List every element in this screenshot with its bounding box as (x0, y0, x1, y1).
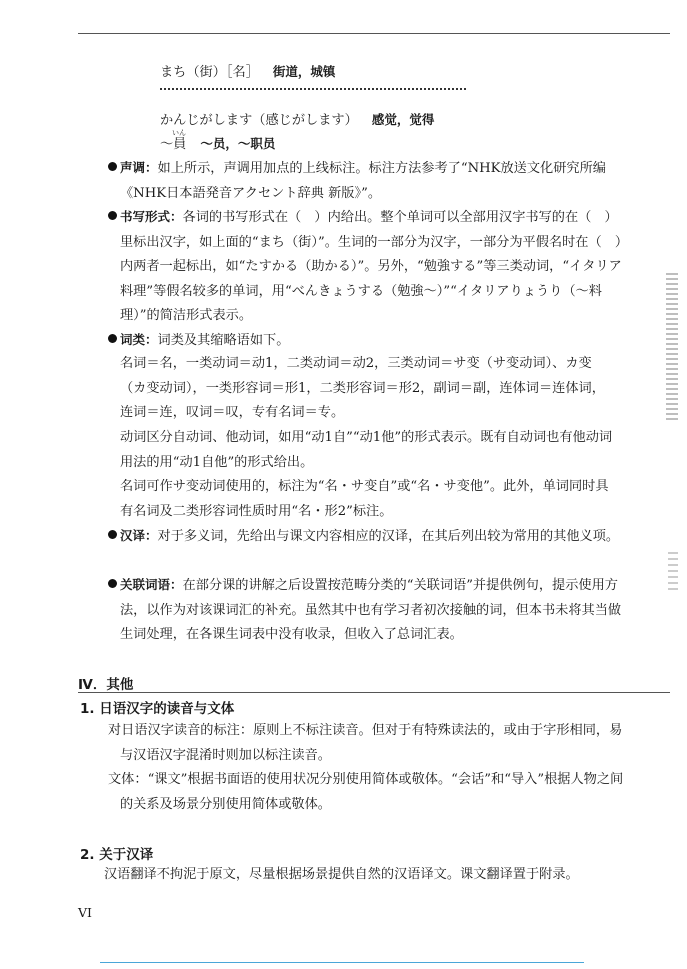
example-jp: かんじがします（感じがします） (160, 113, 358, 128)
bullet-icon (108, 530, 117, 539)
pos-paragraph: 名词可作サ变动词使用的，标注为“名・サ变自”或“名・サ变他”。此外，单词同时具有名词及二类形容词性质时用“名・形2”标注。 (120, 479, 609, 519)
section-rule (78, 692, 670, 693)
bullet-label: 文体： (108, 772, 148, 787)
bullet-label: 书写形式： (120, 209, 183, 224)
bullet-label: 声调： (120, 160, 158, 175)
bullet-text: 各词的书写形式在（ ）内给出。整个单词可以全部用汉字书写的在（ ）里标出汉字，如上面的“まち（街）”。生词的一部分为汉字，一部分为平假名时在（ ）内两者一起标出，如“たすかる（助かる）”。另外，“勉強する”等三类动词，“イタリア料理”等假名较多的单词，用“べんきょうする（勉強～）”“イタリアりょうり（～料理）”的简洁形式表示。 (120, 210, 622, 323)
bullet-icon (108, 334, 117, 343)
bullet-label: 对日语汉字读音的标注： (108, 723, 254, 738)
bullet-label: 关联词语： (120, 577, 183, 592)
bullet-tone (108, 156, 626, 206)
bullet-icon (108, 162, 117, 171)
example-entry-2 (160, 108, 434, 134)
bullet-text: 词类及其缩略语如下。 (157, 333, 290, 348)
bullet-text: “课文”根据书面语的使用状况分别使用简体或敬体。“会话”和“导入”根据人物之间的关系及场景分别使用简体或敬体。 (120, 772, 624, 812)
pos-paragraph: 动词区分自动词、他动词，如用“动1自”“动1他”的形式表示。既有自动词也有他动词用法的用“动1自他”的形式给出。 (120, 430, 613, 470)
subsection-title: 2. 关于汉译 (80, 847, 154, 863)
top-rule (78, 33, 670, 34)
bottom-rule (100, 962, 584, 963)
example-cn: ～员，～职员 (200, 136, 276, 151)
example-cn: 街道，城镇 (272, 64, 336, 79)
bullet-style (108, 768, 626, 817)
bullet-related-words (108, 573, 626, 648)
bullet-text: 如上所示，声调用加点的上线标注。标注方法参考了“NHK放送文化研究所编《NHK日本語発音アクセント辞典 新版》”。 (120, 161, 606, 201)
dotted-separator (160, 88, 466, 90)
ruby-reading: いん (172, 129, 186, 137)
bullet-pos (108, 328, 626, 354)
page-number: VI (78, 905, 92, 920)
section-title: Ⅳ．其他 (78, 677, 134, 693)
example-entry-1 (160, 60, 335, 86)
scan-edge-mark (668, 550, 678, 590)
scan-edge-mark (666, 270, 678, 420)
bullet-icon (108, 211, 117, 220)
bullet-writing-form (108, 205, 626, 329)
bullet-text: 对于多义词，先给出与课文内容相应的汉译，在其后列出较为常用的其他义项。 (157, 529, 620, 544)
subsection-title: 1. 日语汉字的读音与文体 (80, 701, 235, 717)
example-jp: ～員 (160, 137, 187, 152)
bullet-translation (108, 524, 626, 550)
bullet-text: 原则上不标注读音。但对于有特殊读法的，或由于字形相同，易与汉语汉字混淆时则加以标注读音。 (120, 723, 623, 763)
translation-paragraph: 汉语翻译不拘泥于原文，尽量根据场景提供自然的汉语译文。课文翻译置于附录。 (104, 867, 579, 882)
bullet-kanji-reading (108, 719, 626, 768)
example-entry-3 (160, 132, 275, 158)
example-cn: 感觉，觉得 (371, 112, 435, 127)
bullet-icon (108, 579, 117, 588)
bullet-label: 词类： (120, 332, 158, 347)
bullet-text: 在部分课的讲解之后设置按范畴分类的“关联词语”并提供例句，提示使用方法，以作为对该课词汇的补充。虽然其中也有学习者初次接触的词，但本书未将其当做生词处理，在各课生词表中没有收录，但收入了总词汇表。 (120, 578, 622, 642)
bullet-label: 汉译： (120, 528, 158, 543)
pos-paragraph: 名词＝名，一类动词＝动1，二类动词＝动2，三类动词＝サ变（サ变动词）、カ变（カ变动词），一类形容词＝形1，二类形容词＝形2，副词＝副，连体词＝连体词，连词＝连，叹词＝叹，专有名词＝专。 (120, 356, 605, 420)
example-jp: まち（街）［名］ (160, 65, 259, 80)
